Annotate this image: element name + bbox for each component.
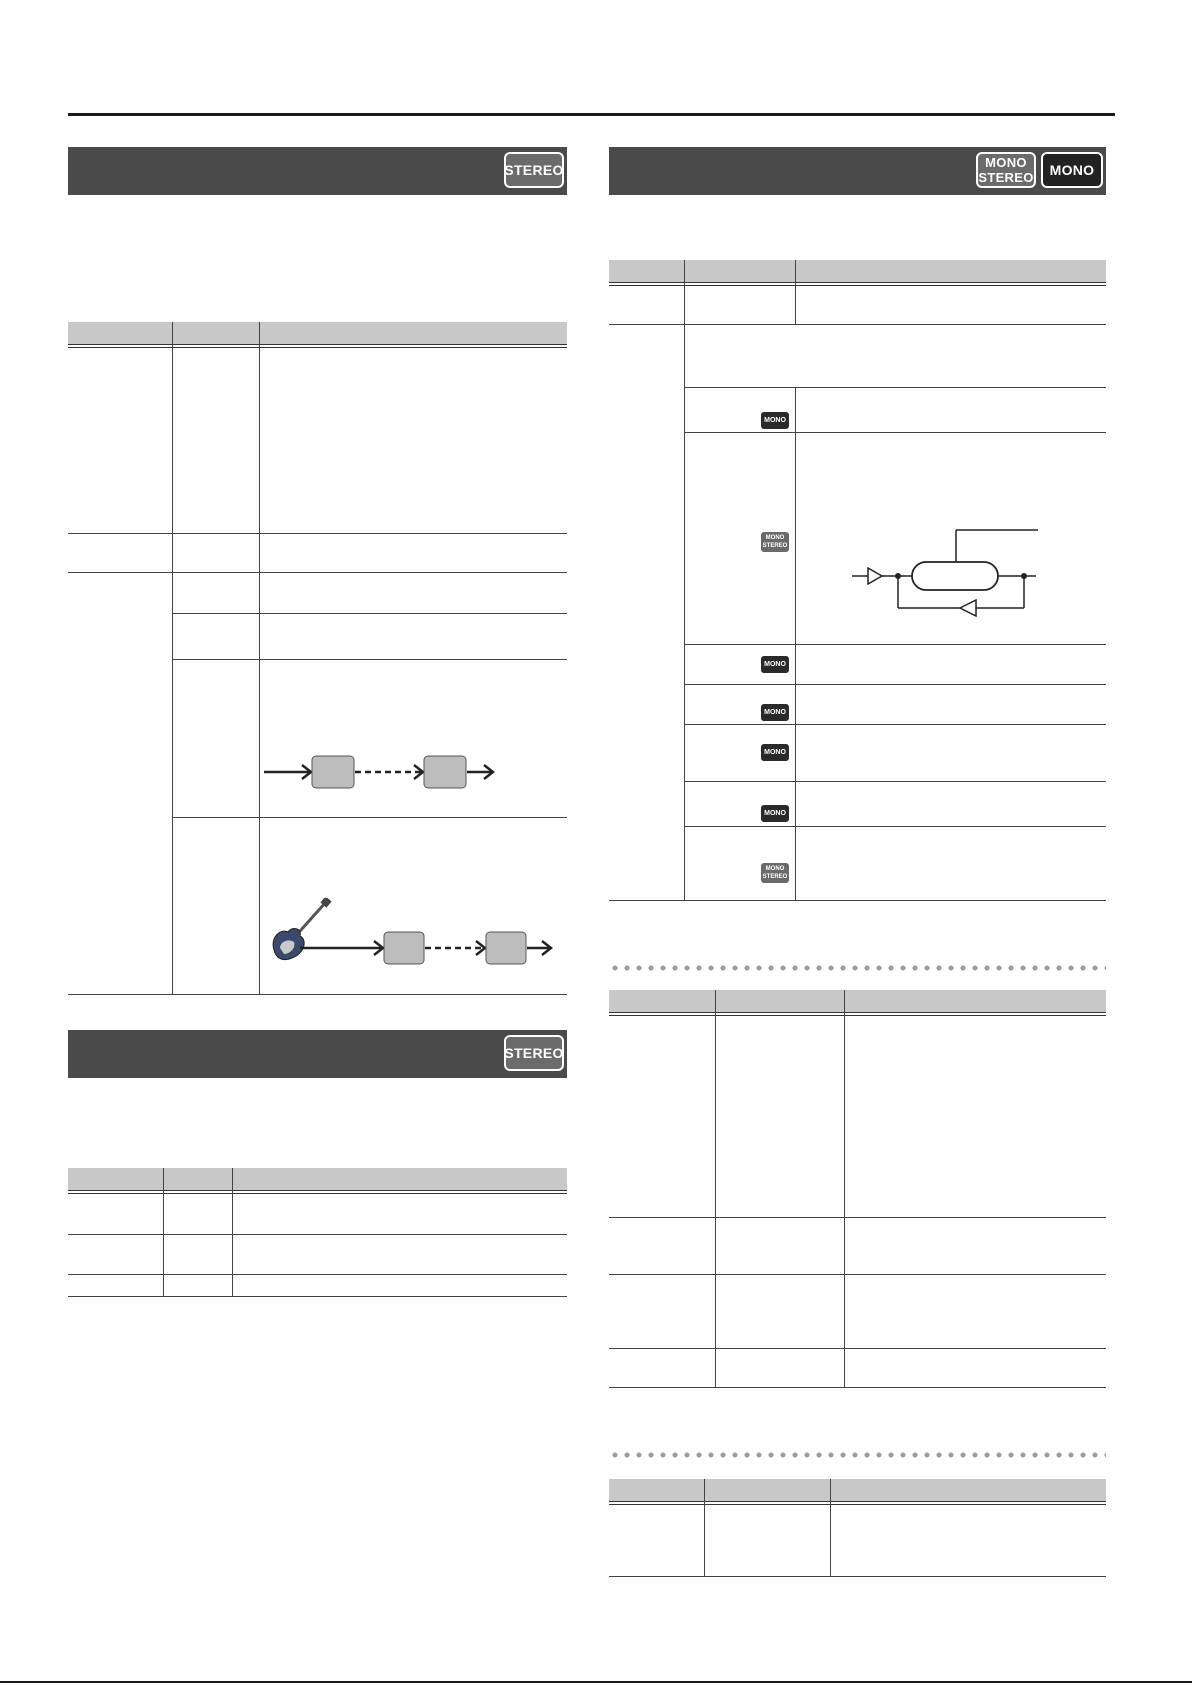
row-divider <box>684 644 1106 645</box>
table-header-left-1 <box>68 322 567 345</box>
row-divider <box>68 1274 567 1275</box>
mono-mini-badge: MONO <box>761 412 789 429</box>
row-divider <box>172 817 567 818</box>
row-divider <box>684 387 1106 388</box>
mono-stereo-badge <box>976 152 1036 188</box>
table-bottom-rule <box>609 1387 1106 1388</box>
row-divider <box>68 572 567 573</box>
row-divider <box>684 724 1106 725</box>
mono-badge: MONO <box>1041 152 1103 188</box>
mono-stereo-mini-badge <box>761 532 789 552</box>
column-divider <box>830 1479 831 1577</box>
table-bottom-rule <box>68 994 567 995</box>
page-top-rule <box>68 113 1115 116</box>
row-divider <box>68 1234 567 1235</box>
row-divider <box>684 684 1106 685</box>
feedback-loop-diagram <box>850 528 1040 628</box>
section-header-right <box>609 147 1106 195</box>
mono-mini-badge: MONO <box>761 704 789 721</box>
row-divider <box>609 1348 1106 1349</box>
column-divider <box>715 990 716 1388</box>
page-bottom-rule <box>0 1681 1192 1683</box>
table-bottom-rule <box>609 900 1106 901</box>
row-divider <box>172 613 567 614</box>
mono-mini-badge: MONO <box>761 744 789 761</box>
column-divider <box>844 990 845 1388</box>
dotted-separator <box>609 1452 1106 1458</box>
row-divider <box>609 1274 1106 1275</box>
mono-label: MONO <box>765 535 785 541</box>
row-divider <box>68 533 567 534</box>
row-divider <box>684 432 1106 433</box>
mono-label: MONO <box>765 866 785 872</box>
stereo-label: STEREO <box>762 874 788 880</box>
dotted-separator <box>609 965 1106 971</box>
mono-stereo-mini-badge <box>761 863 789 883</box>
electric-guitar-icon <box>273 898 332 960</box>
column-divider <box>795 260 796 324</box>
mono-mini-badge: MONO <box>761 656 789 673</box>
table-header-right-3 <box>609 1479 1106 1502</box>
row-divider <box>609 324 1106 325</box>
table-header-right-2 <box>609 990 1106 1013</box>
stereo-label: STEREO <box>762 543 788 549</box>
effect-box <box>424 756 466 788</box>
effect-box <box>312 756 354 788</box>
table-header-left-2 <box>68 1168 567 1191</box>
stereo-label: STEREO <box>978 170 1034 185</box>
table-header-underline <box>68 347 567 348</box>
column-divider <box>232 1168 233 1297</box>
triangle-amplifier-icon <box>960 600 976 616</box>
effect-box <box>486 932 526 964</box>
mono-mini-badge: MONO <box>761 805 789 822</box>
table-header-underline <box>609 1504 1106 1505</box>
column-divider <box>684 260 685 901</box>
mono-label: MONO <box>985 155 1027 170</box>
row-divider <box>684 781 1106 782</box>
triangle-amplifier-icon <box>868 568 882 584</box>
column-divider <box>704 1479 705 1577</box>
stereo-badge: STEREO <box>504 152 564 188</box>
stereo-badge: STEREO <box>504 1035 564 1071</box>
effect-box <box>384 932 424 964</box>
section-header-left-1 <box>68 147 567 195</box>
section-header-left-2 <box>68 1030 567 1078</box>
row-divider <box>684 826 1106 827</box>
guitar-chain-diagram <box>270 898 560 968</box>
row-divider <box>609 1217 1106 1218</box>
table-header-underline <box>68 1193 567 1194</box>
effect-chain-diagram <box>262 752 502 792</box>
column-divider <box>163 1168 164 1297</box>
row-divider <box>172 659 567 660</box>
table-bottom-rule <box>609 1576 1106 1577</box>
table-header-underline <box>609 1015 1106 1016</box>
delay-block <box>912 562 998 590</box>
table-bottom-rule <box>68 1296 567 1297</box>
